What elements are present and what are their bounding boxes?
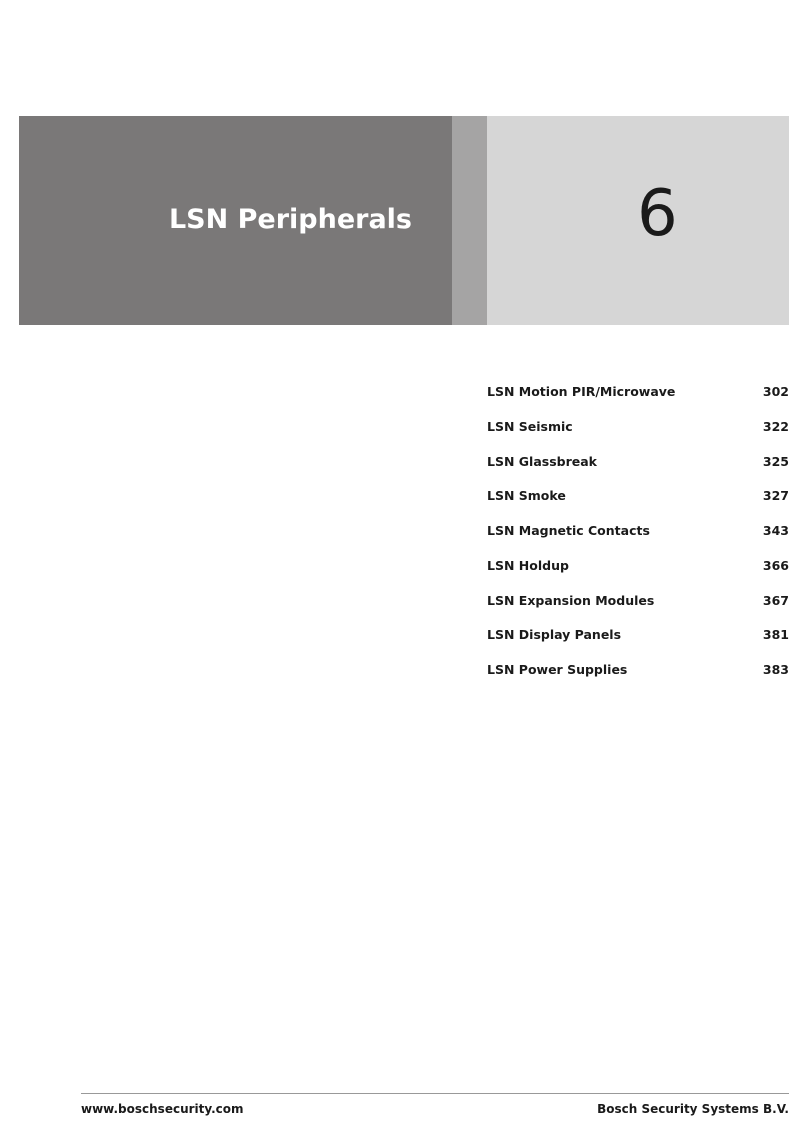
toc-item-page: 366 (762, 557, 789, 573)
toc-item-label: LSN Display Panels (487, 627, 622, 643)
toc-item-smoke[interactable] (487, 482, 789, 517)
toc-item-page: 383 (762, 662, 789, 677)
toc-item-page: 322 (762, 418, 789, 434)
footer-website-link[interactable]: www.boschsecurity.com (81, 1102, 244, 1116)
toc-item-page: 367 (762, 592, 789, 608)
toc-item-label: LSN Motion PIR/Microwave (487, 384, 676, 399)
toc-item-page: 325 (762, 453, 789, 469)
toc-item-display-panels[interactable] (487, 621, 789, 656)
toc-item-label: LSN Holdup (487, 557, 569, 573)
toc-item-label: LSN Power Supplies (487, 662, 628, 677)
toc-item-page: 343 (762, 523, 789, 538)
toc-item-seismic[interactable] (487, 413, 789, 448)
toc-item-expansion-modules[interactable] (487, 587, 789, 622)
toc-item-glassbreak[interactable] (487, 448, 789, 483)
toc-item-power-supplies[interactable] (487, 656, 789, 691)
toc-item-motion-pir-microwave[interactable] (487, 378, 789, 413)
toc-item-label: LSN Glassbreak (487, 453, 597, 469)
chapter-contents-list (487, 378, 789, 691)
banner-title-panel (19, 116, 452, 325)
banner-divider-strip (452, 116, 487, 325)
toc-item-magnetic-contacts[interactable] (487, 517, 789, 552)
toc-item-page: 327 (762, 488, 789, 504)
toc-item-holdup[interactable] (487, 552, 789, 587)
toc-item-page: 302 (762, 384, 789, 399)
toc-item-page: 381 (762, 627, 789, 643)
footer-company-name: Bosch Security Systems B.V. (597, 1102, 789, 1116)
chapter-banner (19, 116, 789, 325)
chapter-title: LSN Peripherals (168, 204, 412, 235)
banner-number-panel (487, 116, 789, 325)
toc-item-label: LSN Magnetic Contacts (487, 523, 650, 538)
toc-item-label: LSN Expansion Modules (487, 592, 655, 608)
footer-divider (81, 1093, 789, 1094)
toc-item-label: LSN Smoke (487, 488, 566, 504)
toc-item-label: LSN Seismic (487, 418, 573, 434)
chapter-number: 6 (637, 177, 678, 251)
